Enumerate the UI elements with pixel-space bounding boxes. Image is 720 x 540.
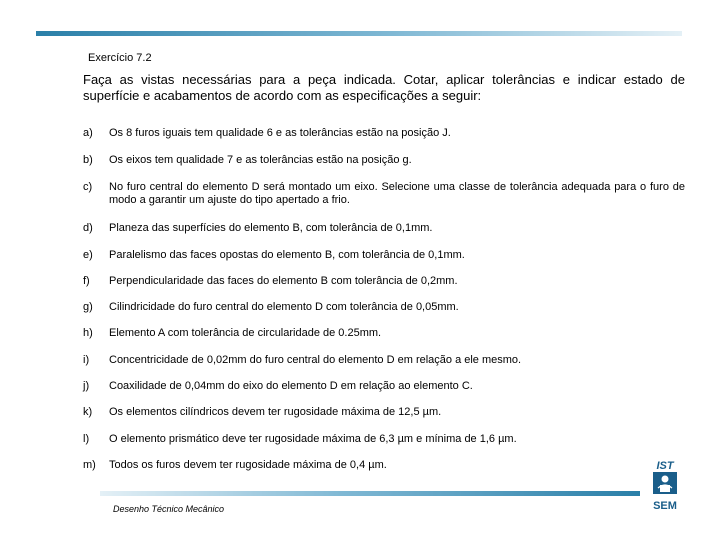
item-text: Perpendicularidade das faces do elemento B com tolerância de 0,2mm. xyxy=(109,275,458,287)
item-letter: c) xyxy=(83,181,93,193)
item-letter: d) xyxy=(83,222,93,234)
item-letter: g) xyxy=(83,301,93,313)
item-letter: f) xyxy=(83,275,90,287)
item-text: Elemento A com tolerância de circularidade de 0.25mm. xyxy=(109,327,382,339)
item-text: Os elementos cilíndricos devem ter rugosidade máxima de 12,5 µm. xyxy=(109,406,442,418)
item-text: No furo central do elemento D será montado um eixo. Selecione uma classe de tolerância adequada para o furo de modo a garantir um ajuste do tipo apertado a frio. xyxy=(109,181,685,206)
top-accent-bar xyxy=(36,31,682,36)
item-letter: m) xyxy=(83,459,96,471)
item-letter: i) xyxy=(83,354,90,366)
item-letter: h) xyxy=(83,327,93,339)
item-text: Paralelismo das faces opostas do elemento B, com tolerância de 0,1mm. xyxy=(109,249,465,261)
logo-top-text: IST xyxy=(656,460,674,472)
item-text: Planeza das superfícies do elemento B, com tolerância de 0,1mm. xyxy=(109,222,433,234)
item-text: Concentricidade de 0,02mm do furo central do elemento D em relação a ele mesmo. xyxy=(109,354,522,366)
item-letter: e) xyxy=(83,249,93,261)
item-text: Os eixos tem qualidade 7 e as tolerâncias estão na posição g. xyxy=(109,154,412,166)
footer-course-name: Desenho Técnico Mecânico xyxy=(113,504,225,514)
item-text: O elemento prismático deve ter rugosidade máxima de 6,3 µm e mínima de 1,6 µm. xyxy=(109,433,517,445)
intro-paragraph: Faça as vistas necessárias para a peça indicada. Cotar, aplicar tolerâncias e indicar estado de superfície e acabamentos de acordo com as especificações a seguir: xyxy=(83,72,685,103)
item-letter: l) xyxy=(83,433,90,445)
item-letter: k) xyxy=(83,406,93,418)
item-text: Os 8 furos iguais tem qualidade 6 e as tolerâncias estão na posição J. xyxy=(109,127,451,139)
item-letter: a) xyxy=(83,127,93,139)
item-text: Coaxilidade de 0,04mm do eixo do elemento D em relação ao elemento C. xyxy=(109,380,473,392)
item-letter: j) xyxy=(83,380,90,392)
item-letter: b) xyxy=(83,154,93,166)
item-text: Todos os furos devem ter rugosidade máxima de 0,4 µm. xyxy=(109,459,387,471)
item-text: Cilindricidade do furo central do elemento D com tolerância de 0,05mm. xyxy=(109,301,459,313)
ist-logo-icon xyxy=(650,458,680,514)
exercise-title: Exercício 7.2 xyxy=(88,52,152,64)
bottom-accent-bar xyxy=(100,491,640,496)
logo-bottom-text: SEM xyxy=(653,500,677,512)
